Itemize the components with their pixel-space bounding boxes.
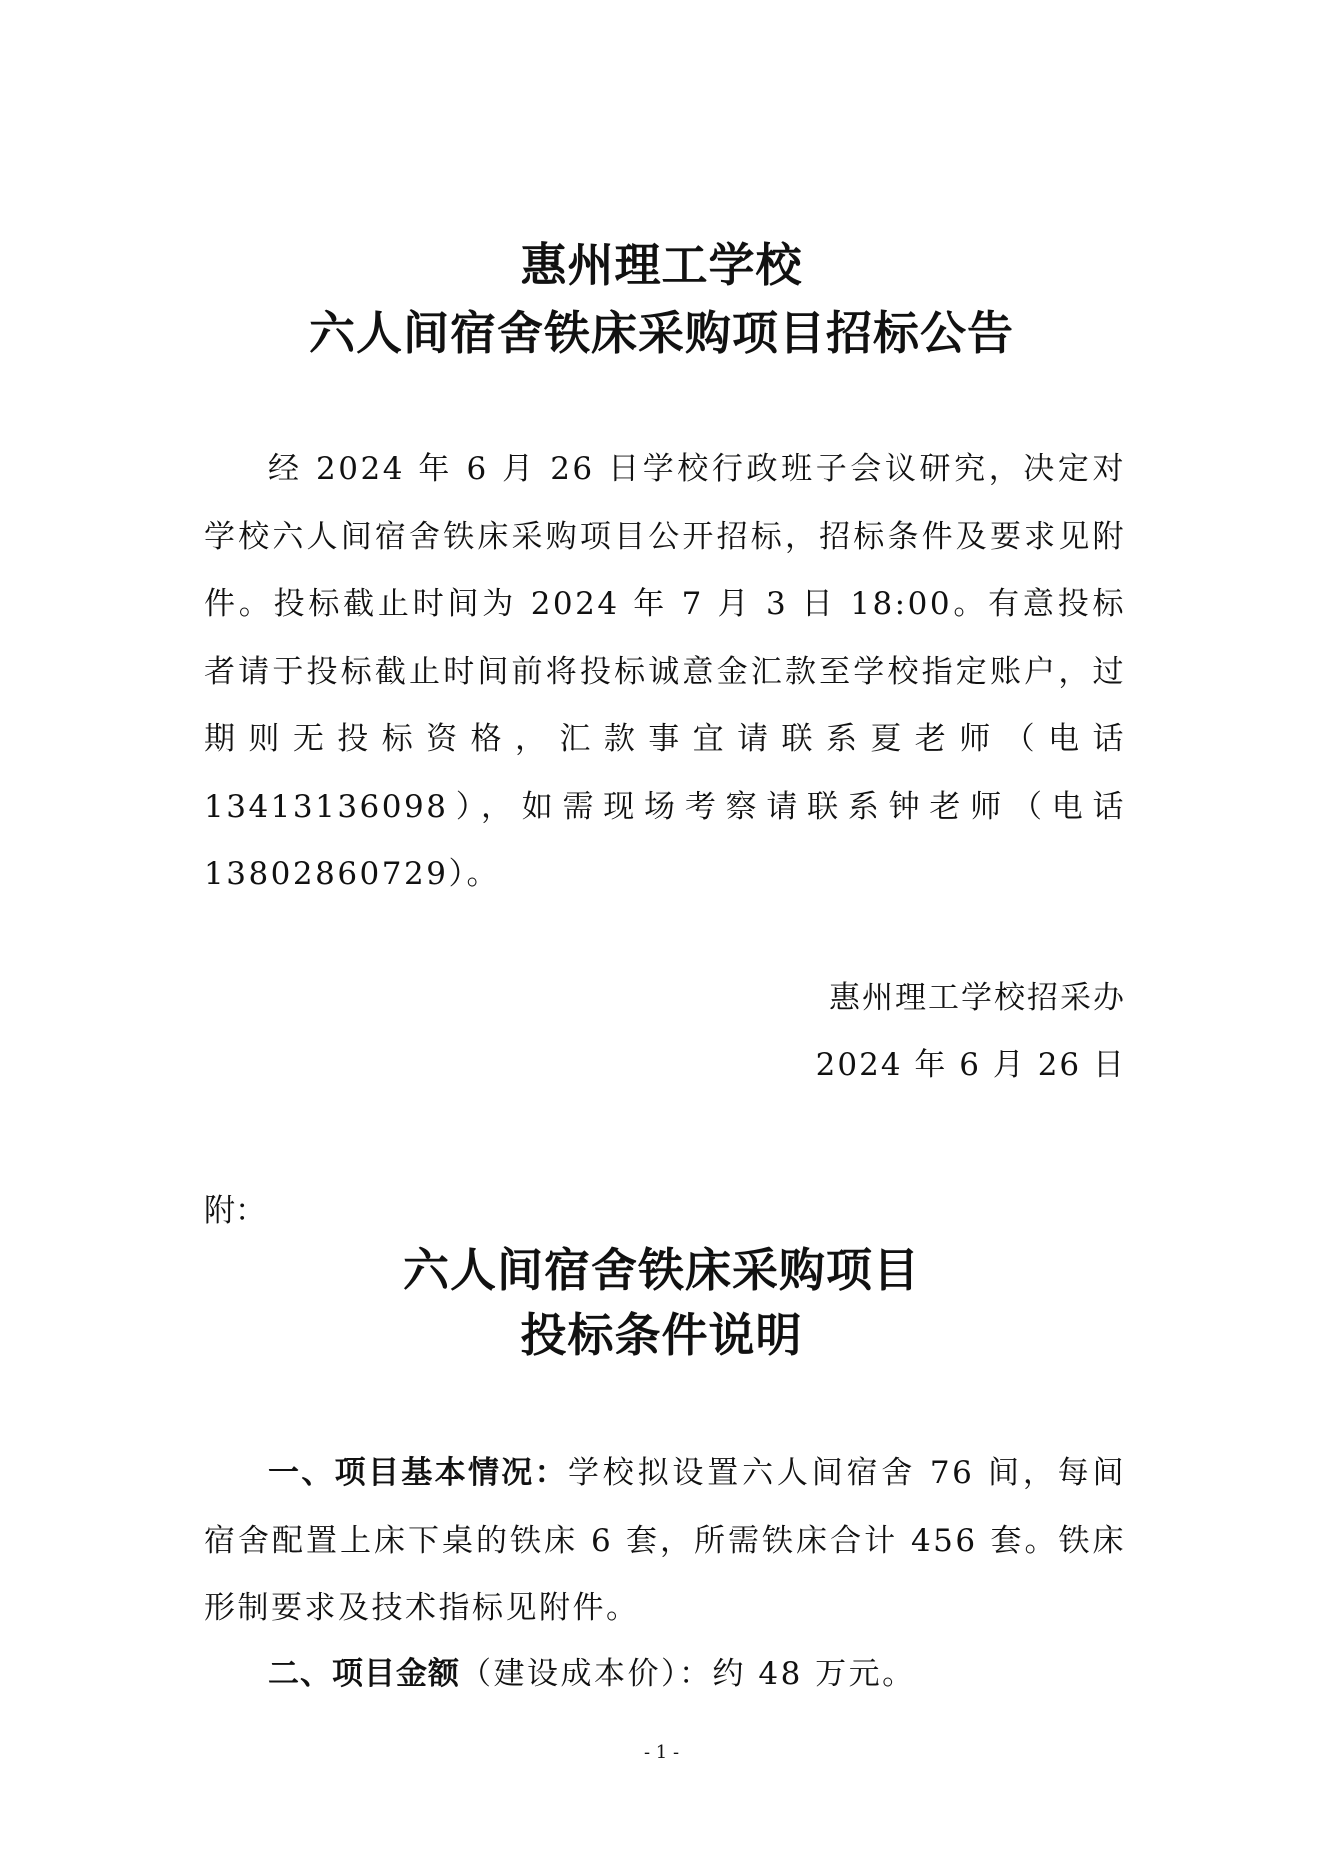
attachment-label: 附：	[204, 1193, 266, 1229]
section-text: （建设成本价）：约 48 万元。	[460, 1656, 916, 1692]
section-project-overview	[204, 1440, 1126, 1643]
attachment-title-line-1: 六人间宿舍铁床采购项目	[403, 1243, 920, 1297]
attachment-title-line-2: 投标条件说明	[520, 1308, 803, 1362]
document-title-line-2: 六人间宿舍铁床采购项目招标公告	[309, 306, 1014, 360]
section-project-amount	[204, 1641, 1126, 1709]
document-title-line-1: 惠州理工学校	[520, 238, 803, 292]
section-heading: 二、项目金额	[268, 1656, 460, 1692]
signature-date: 2024 年 6 月 26 日	[815, 1047, 1126, 1083]
section-text: 学校拟设置六人间宿舍 76 间，每间宿舍配置上床下桌的铁床 6 套，所需铁床合计 456 套。铁床形制要求及技术指标见附件。	[204, 1455, 1127, 1626]
page-number: - 1 -	[643, 1742, 680, 1763]
section-heading: 一、项目基本情况：	[268, 1455, 568, 1491]
signature-organization: 惠州理工学校招采办	[829, 980, 1126, 1016]
announcement-paragraph: 经 2024 年 6 月 26 日学校行政班子会议研究，决定对学校六人间宿舍铁床采购项目公开招标，招标条件及要求见附件。投标截止时间为 2024 年 7 月 3 日 18:00。有意投标者请于投标截止时间前将投标诚意金汇款至学校指定账户，过期则无投标资格，汇款事宜请联系夏老师（电话 13413136098），如需现场考察请联系钟老师（电话 13802860729）。	[204, 451, 1126, 892]
